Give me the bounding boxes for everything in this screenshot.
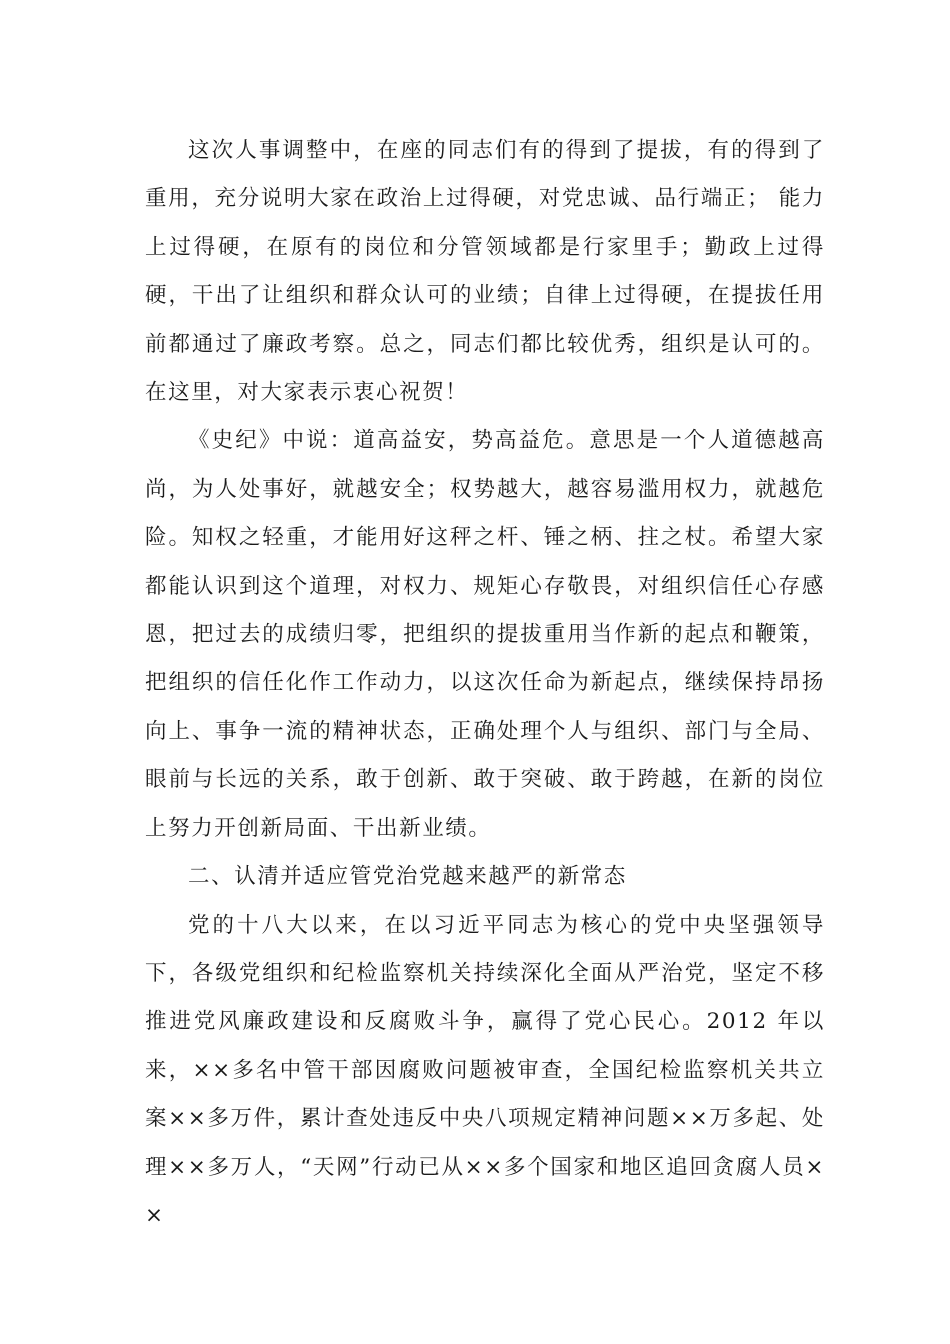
section-heading-two: 二、认清并适应管党治党越来越严的新常态: [188, 864, 627, 890]
paragraph-shiji-quote: 《史纪》中说：道高益安，势高益危。意思是一个人道德越高尚，为人处事好，就越安全；权势越大，越容易滥用权力，就越危险。知权之轻重，才能用好这秤之杆、锤之柄、拄之杖。希望大家都能认识到这个道理，对权力、规矩心存敬畏，对组织信任心存感恩，把过去的成绩归零，把组织的提拔重用当作新的起点和鞭策，把组织的信任化作工作动力，以这次任命为新起点，继续保持昂扬向上、事争一流的精神状态，正确处理个人与组织、部门与全局、眼前与长远的关系，敢于创新、敢于突破、敢于跨越，在新的岗位上努力开创新局面、干出新业绩。: [145, 428, 825, 841]
document-body: [145, 127, 825, 1240]
paragraph-personnel-adjustment: 这次人事调整中，在座的同志们有的得到了提拔，有的得到了重用，充分说明大家在政治上过得硬，对党忠诚、品行端正； 能力上过得硬，在原有的岗位和分管领域都是行家里手；勤政上过得硬，干出了让组织和群众认可的业绩；自律上过得硬，在提拔任用前都通过了廉政考察。总之，同志们都比较优秀，组织是认可的。在这里，对大家表示衷心祝贺！: [145, 138, 825, 406]
paragraph-anti-corruption: 党的十八大以来，在以习近平同志为核心的党中央坚强领导下，各级党组织和纪检监察机关持续深化全面从严治党，坚定不移推进党风廉政建设和反腐败斗争，赢得了党心民心。2012 年以来，××多名中管干部因腐败问题被审查，全国纪检监察机关共立案××多万件，累计查处违反中央八项规定精神问题××万多起、处理××多万人，“天网”行动已从××多个国家和地区追回贪腐人员××: [145, 912, 825, 1228]
